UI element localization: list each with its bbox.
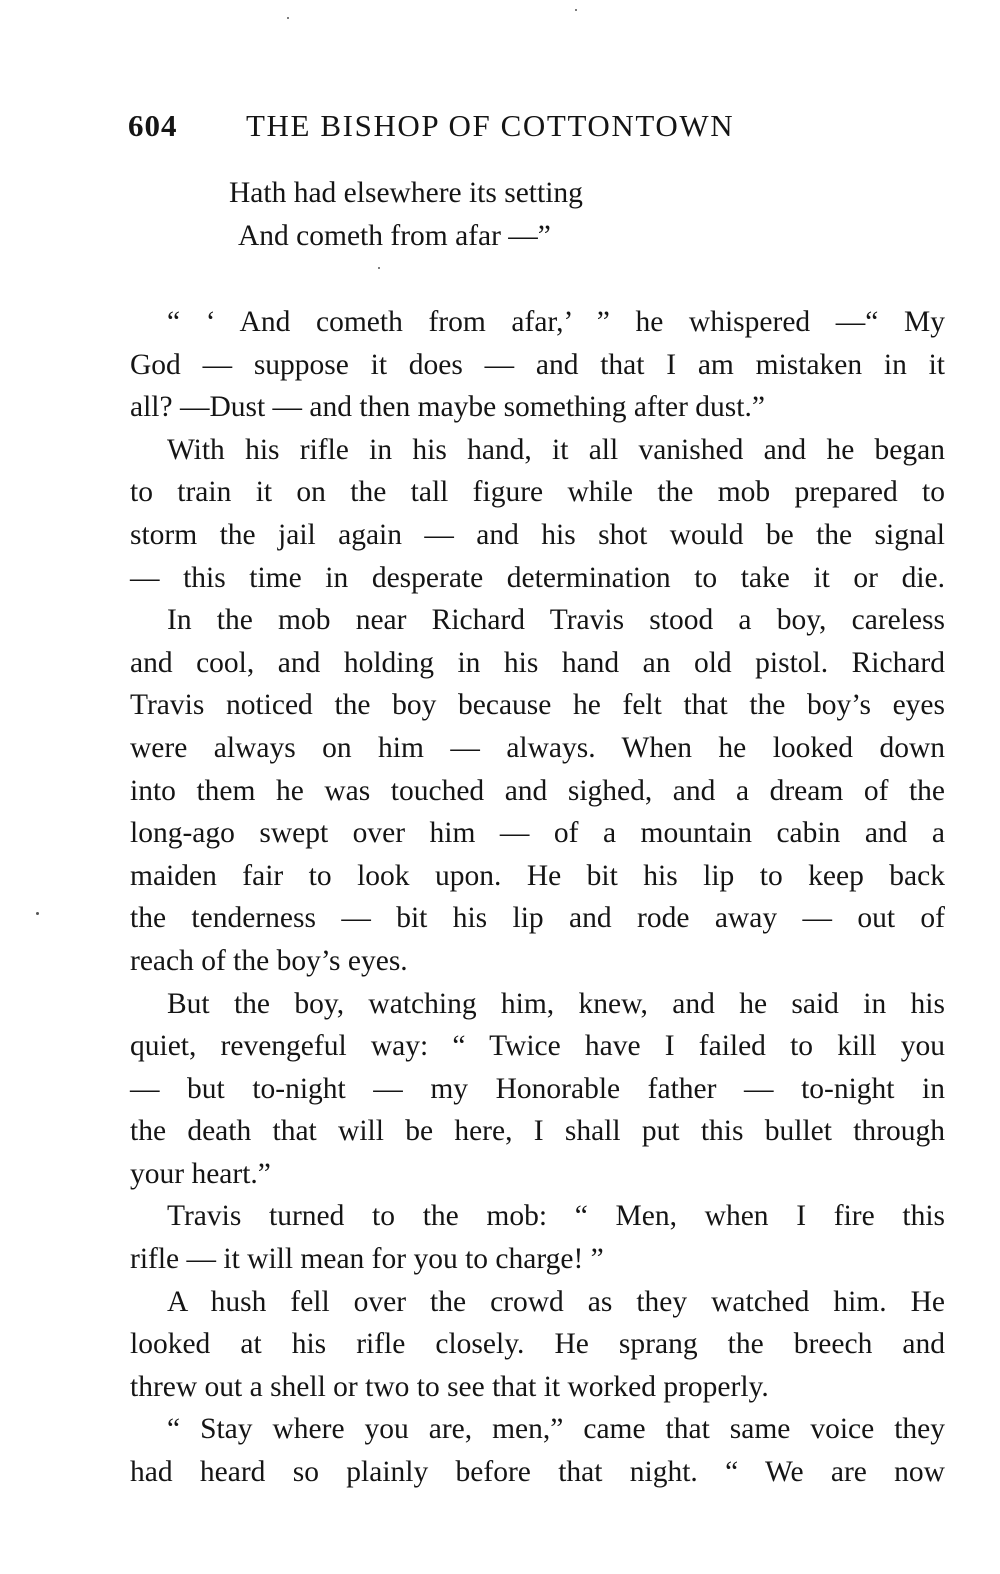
text-line: — this time in desperate determination to take it or die. [130,561,945,594]
text-line: But the boy, watching him, knew, and he said in his [167,987,945,1020]
text-line: reach of the boy’s eyes. [130,944,408,977]
text-line: threw out a shell or two to see that it worked properly. [130,1370,769,1403]
text-line: Travis turned to the mob: “ Men, when I fire this [167,1200,945,1233]
text-line: and cool, and holding in his hand an old pistol. Richard [130,646,945,679]
text-line: the death that will be here, I shall put this bullet through [130,1115,945,1148]
text-line: into them he was touched and sighed, and a dream of the [130,774,945,807]
print-speck [378,267,380,269]
text-line: looked at his rifle closely. He sprang the breech and [130,1328,945,1361]
text-line: “ Stay where you are, men,” came that same voice they [167,1413,945,1446]
paragraph [130,983,945,1196]
text-line: “ ‘ And cometh from afar,’ ” he whispered —“ My [167,306,945,338]
text-line: were always on him — always. When he looked down [130,731,945,764]
text-line: your heart.” [130,1157,271,1190]
verse-block [229,172,583,258]
paragraph [130,301,945,429]
print-speck [575,9,577,11]
text-line: In the mob near Richard Travis stood a boy, careless [167,604,945,637]
paragraph [130,599,945,982]
text-line: quiet, revengeful way: “ Twice have I failed to kill you [130,1030,945,1063]
print-speck [36,912,39,915]
text-line: Travis noticed the boy because he felt that the boy’s eyes [130,689,945,722]
verse-line: And cometh from afar —” [238,220,551,252]
text-line: maiden fair to look upon. He bit his lip to keep back [130,859,945,892]
paragraph [130,1408,945,1493]
verse-line: Hath had elsewhere its setting [229,177,583,209]
page-number: 604 [128,108,178,143]
page-header [128,108,946,152]
body-text [130,301,945,1494]
text-line: to train it on the tall figure while the mob prepared to [130,476,945,509]
text-line: With his rifle in his hand, it all vanished and he began [167,433,945,466]
running-title: THE BISHOP OF COTTONTOWN [246,108,735,143]
text-line: God — suppose it does — and that I am mistaken in it [130,348,945,381]
text-line: A hush fell over the crowd as they watched him. He [167,1285,945,1318]
paragraph [130,1281,945,1409]
text-line: — but to-night — my Honorable father — to-night in [130,1072,945,1105]
text-line: had heard so plainly before that night. “ We are now [130,1456,945,1489]
text-line: long-ago swept over him — of a mountain cabin and a [130,817,945,850]
paragraph [130,429,945,599]
text-line: storm the jail again — and his shot would be the signal [130,518,945,551]
text-line: rifle — it will mean for you to charge! ” [130,1243,604,1276]
paragraph [130,1195,945,1280]
text-line: the tenderness — bit his lip and rode away — out of [130,902,945,935]
print-speck [287,17,289,19]
text-line: all? —Dust — and then maybe something after dust.” [130,391,765,424]
